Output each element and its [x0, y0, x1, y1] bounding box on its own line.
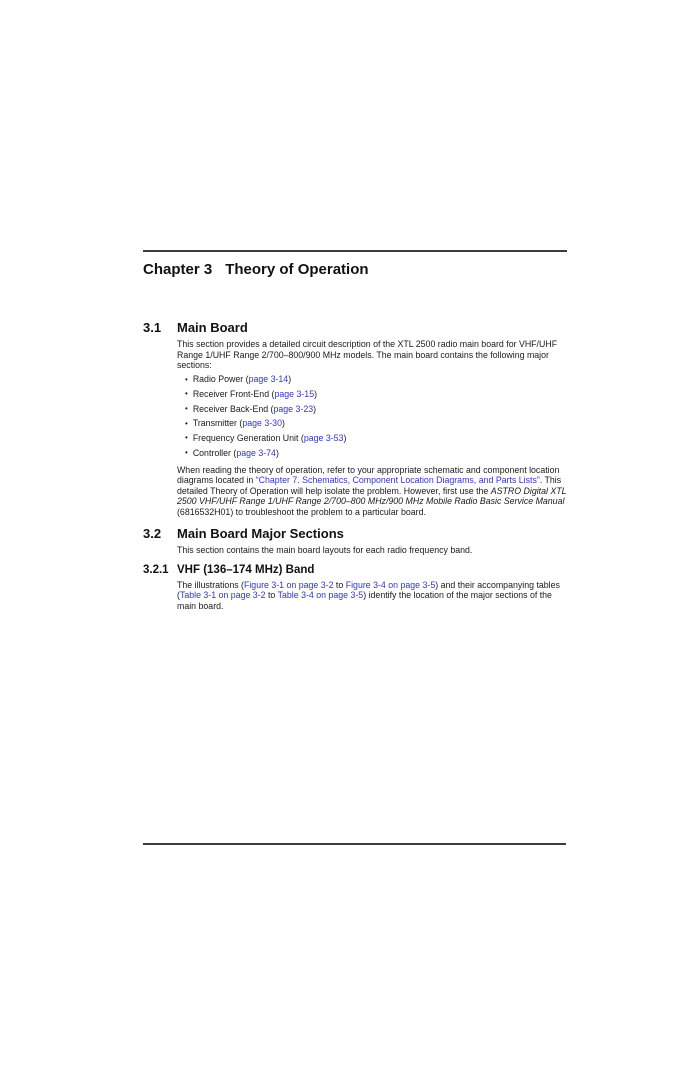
- bullet-suffix: ): [275, 447, 279, 458]
- section-3-2-1-paragraph: [177, 580, 567, 612]
- table-3-1-link[interactable]: Table 3-1 on page 3-2: [179, 590, 266, 601]
- bullet-label: Receiver Back-End (: [192, 403, 274, 414]
- main-board-sections-list: [143, 374, 567, 458]
- figure-3-1-link[interactable]: Figure 3-1 on page 3-2: [243, 579, 334, 590]
- bullet-suffix: ): [314, 388, 318, 399]
- para-text: to: [265, 590, 278, 601]
- bullet-label: Radio Power (: [192, 374, 249, 385]
- section-3-1-heading: [143, 320, 567, 336]
- para-text: ) identify the location of the major sections of the main board.: [177, 590, 552, 611]
- list-item-frequency-generation-unit: [185, 433, 567, 444]
- page-3-30-link[interactable]: page 3-30: [242, 418, 282, 429]
- section-3-1-intro-paragraph: This section provides a detailed circuit description of the XTL 2500 radio main board for VHF/UHF Range 1/UHF Range 2/700–800/900 MHz models. The main board contains the following major sections:: [177, 339, 558, 370]
- manual-title: ASTRO Digital XTL 2500 VHF/UHF Range 1/UHF Range 2/700–800 MHz/900 MHz Mobile Radio Basic Service Manual: [177, 485, 567, 507]
- bullet-icon: •: [185, 404, 188, 414]
- table-3-4-link[interactable]: Table 3-4 on page 3-5: [277, 590, 364, 601]
- bullet-icon: •: [185, 374, 188, 384]
- section-3-1-title: Main Board: [177, 320, 248, 335]
- section-3-1-closing-paragraph: [177, 465, 567, 518]
- section-3-2-number: 3.2: [143, 526, 162, 542]
- closing-text: When reading the theory of operation, refer to your appropriate schematic and component location diagrams located in: [177, 464, 560, 486]
- bullet-icon: •: [185, 448, 188, 458]
- page-3-53-link[interactable]: page 3-53: [303, 432, 344, 443]
- list-item-transmitter: [185, 418, 567, 429]
- list-item-controller: [185, 448, 567, 459]
- bullet-label: Controller (: [192, 447, 237, 458]
- header-rule: [143, 250, 567, 252]
- page-3-14-link[interactable]: page 3-14: [248, 374, 289, 385]
- bullet-icon: •: [185, 418, 188, 428]
- closing-text: . This detailed Theory of Operation will help isolate the problem. However, first use the: [177, 475, 562, 496]
- list-item-receiver-front-end: [185, 389, 567, 400]
- section-3-2-body-paragraph: This section contains the main board layouts for each radio frequency band.: [177, 545, 473, 556]
- list-item-radio-power: [185, 374, 567, 385]
- bullet-suffix: ): [288, 374, 292, 385]
- page-3-15-link[interactable]: page 3-15: [274, 388, 315, 399]
- bullet-label: Frequency Generation Unit (: [192, 432, 304, 443]
- bullet-icon: •: [185, 433, 188, 443]
- bullet-icon: •: [185, 389, 188, 399]
- para-text: The illustrations (: [177, 579, 244, 590]
- page-content: [143, 250, 567, 611]
- bullet-suffix: ): [281, 418, 285, 429]
- list-item-receiver-back-end: [185, 404, 567, 415]
- footer-rule: [143, 843, 566, 845]
- closing-text: (6816532H01) to troubleshoot the problem to a particular board.: [177, 506, 426, 517]
- section-3-2-1-number: 3.2.1: [143, 563, 169, 576]
- figure-3-4-link[interactable]: Figure 3-4 on page 3-5: [345, 579, 436, 590]
- chapter-title: Theory of Operation: [225, 261, 369, 278]
- section-3-1-number: 3.1: [143, 320, 162, 335]
- page-3-23-link[interactable]: page 3-23: [273, 403, 314, 414]
- chapter-heading: [143, 261, 567, 279]
- bullet-suffix: ): [343, 432, 347, 443]
- section-3-2-title: Main Board Major Sections: [177, 526, 344, 542]
- bullet-suffix: ): [313, 403, 317, 414]
- chapter-label: Chapter 3: [143, 261, 213, 278]
- section-3-2-heading: [143, 526, 567, 542]
- bullet-label: Transmitter (: [192, 418, 243, 429]
- chapter-7-link[interactable]: “Chapter 7. Schematics, Component Location Diagrams, and Parts Lists”: [255, 475, 540, 486]
- para-text: ) and their accompanying tables (: [177, 579, 560, 601]
- section-3-2-1-heading: [143, 563, 567, 577]
- page-3-74-link[interactable]: page 3-74: [236, 447, 276, 458]
- para-text: to: [333, 579, 346, 590]
- bullet-label: Receiver Front-End (: [192, 388, 275, 399]
- section-3-2-1-title: VHF (136–174 MHz) Band: [177, 563, 315, 576]
